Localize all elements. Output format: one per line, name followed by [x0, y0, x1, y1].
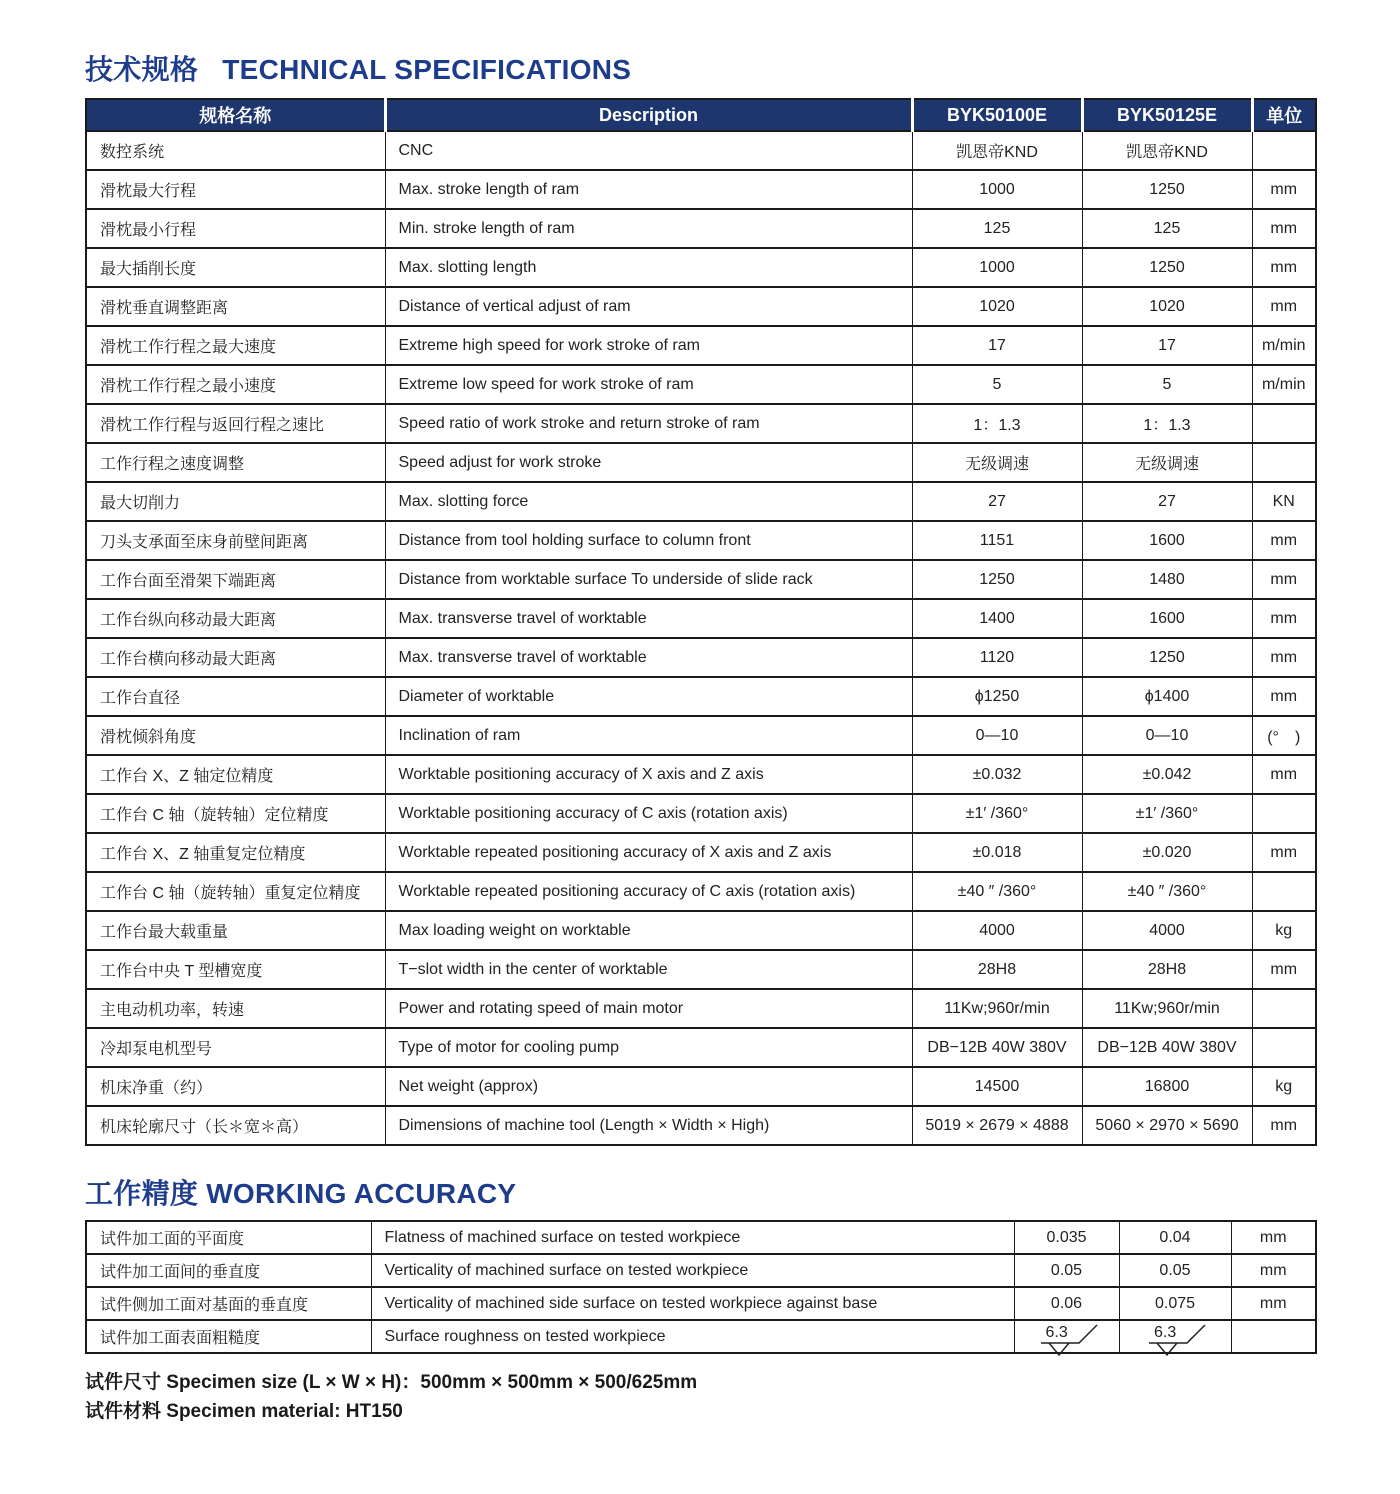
roughness-value: 6.3	[1045, 1323, 1068, 1341]
spec-desc-cell: Worktable repeated positioning accuracy of X axis and Z axis	[385, 833, 912, 872]
spec-name-cell: 最大切削力	[86, 482, 385, 521]
spec-name-cell: 工作台直径	[86, 677, 385, 716]
spec-name-cell: 试件加工面表面粗糙度	[86, 1320, 371, 1353]
spec-value-cell: 11Kw;960r/min	[1082, 989, 1252, 1028]
spec-unit-cell: mm	[1252, 677, 1316, 716]
spec-value-cell: 28H8	[912, 950, 1082, 989]
technical-specifications-title	[85, 48, 1315, 88]
spec-value-cell: 1600	[1082, 521, 1252, 560]
spec-name-cell: 刀头支承面至床身前壁间距离	[86, 521, 385, 560]
spec-name-cell: 滑枕垂直调整距离	[86, 287, 385, 326]
header-model-byk50100e: BYK50100E	[912, 99, 1082, 131]
table-row	[86, 1028, 1316, 1067]
spec-unit-cell: m/min	[1252, 365, 1316, 404]
working-accuracy-title	[85, 1172, 1315, 1212]
spec-value-cell: 125	[912, 209, 1082, 248]
spec-value-cell: ±0.042	[1082, 755, 1252, 794]
spec-name-cell: 冷却泵电机型号	[86, 1028, 385, 1067]
spec-value-cell: 27	[912, 482, 1082, 521]
spec-value-cell: 11Kw;960r/min	[912, 989, 1082, 1028]
spec-name-cell: 主电动机功率，转速	[86, 989, 385, 1028]
spec-desc-cell: Max. transverse travel of worktable	[385, 599, 912, 638]
spec-name-cell: 最大插削长度	[86, 248, 385, 287]
table-row	[86, 248, 1316, 287]
spec-value-cell: 1250	[1082, 170, 1252, 209]
spec-desc-cell: Max. stroke length of ram	[385, 170, 912, 209]
table-row	[86, 131, 1316, 170]
spec-unit-cell: mm	[1252, 950, 1316, 989]
spec-value-cell: DB−12B 40W 380V	[912, 1028, 1082, 1067]
spec-desc-cell: T−slot width in the center of worktable	[385, 950, 912, 989]
table-row	[86, 1287, 1316, 1320]
table-row	[86, 1254, 1316, 1287]
spec-unit-cell: mm	[1252, 248, 1316, 287]
spec-name-cell: 工作台中央 T 型槽宽度	[86, 950, 385, 989]
spec-value-cell: 0.05	[1119, 1254, 1231, 1287]
spec-desc-cell: CNC	[385, 131, 912, 170]
table-row	[86, 833, 1316, 872]
spec-desc-cell: Max. transverse travel of worktable	[385, 638, 912, 677]
spec-name-cell: 工作行程之速度调整	[86, 443, 385, 482]
table-row	[86, 287, 1316, 326]
spec-name-cell: 机床轮廓尺寸（长＊宽＊高）	[86, 1106, 385, 1145]
table-row	[86, 521, 1316, 560]
table-row	[86, 560, 1316, 599]
spec-value-cell: 17	[1082, 326, 1252, 365]
spec-desc-cell: Net weight (approx)	[385, 1067, 912, 1106]
spec-value-cell: 0—10	[912, 716, 1082, 755]
spec-desc-cell: Speed adjust for work stroke	[385, 443, 912, 482]
spec-name-cell: 滑枕最小行程	[86, 209, 385, 248]
spec-name-cell: 工作台面至滑架下端距离	[86, 560, 385, 599]
spec-value-cell	[1014, 1320, 1119, 1353]
spec-unit-cell	[1252, 872, 1316, 911]
spec-value-cell: 5019 × 2679 × 4888	[912, 1106, 1082, 1145]
specimen-material-note: 试件材料 Specimen material: HT150	[85, 1401, 403, 1423]
spec-value-cell: 凯恩帝KND	[1082, 131, 1252, 170]
table-row	[86, 794, 1316, 833]
spec-unit-cell: (° )	[1252, 716, 1316, 755]
table-row	[86, 950, 1316, 989]
spec-name-cell: 滑枕工作行程与返回行程之速比	[86, 404, 385, 443]
spec-value-cell: 0.035	[1014, 1221, 1119, 1254]
specs-title-zh: 技术规格	[85, 54, 199, 85]
table-row	[86, 1106, 1316, 1145]
table-row	[86, 209, 1316, 248]
spec-value-cell: ±0.032	[912, 755, 1082, 794]
spec-value-cell: ±40 ″ /360°	[912, 872, 1082, 911]
spec-value-cell: 28H8	[1082, 950, 1252, 989]
table-header-row	[86, 99, 1316, 131]
accuracy-title-zh: 工作精度	[85, 1178, 199, 1209]
spec-desc-cell: Dimensions of machine tool (Length × Width × High)	[385, 1106, 912, 1145]
table-row	[86, 872, 1316, 911]
spec-unit-cell: mm	[1252, 599, 1316, 638]
spec-name-cell: 试件加工面间的垂直度	[86, 1254, 371, 1287]
spec-desc-cell: Power and rotating speed of main motor	[385, 989, 912, 1028]
spec-value-cell: 125	[1082, 209, 1252, 248]
spec-unit-cell	[1252, 131, 1316, 170]
spec-value-cell: 1151	[912, 521, 1082, 560]
spec-value-cell: 1250	[912, 560, 1082, 599]
spec-unit-cell: mm	[1252, 209, 1316, 248]
header-model-byk50125e: BYK50125E	[1082, 99, 1252, 131]
table-row	[86, 638, 1316, 677]
spec-value-cell: 1120	[912, 638, 1082, 677]
spec-name-cell: 试件加工面的平面度	[86, 1221, 371, 1254]
spec-value-cell: 1000	[912, 170, 1082, 209]
spec-value-cell: 无级调速	[912, 443, 1082, 482]
header-spec-name: 规格名称	[86, 99, 385, 131]
table-row	[86, 677, 1316, 716]
spec-value-cell: 1：1.3	[1082, 404, 1252, 443]
table-row	[86, 365, 1316, 404]
spec-value-cell: 27	[1082, 482, 1252, 521]
spec-unit-cell	[1252, 794, 1316, 833]
spec-name-cell: 滑枕最大行程	[86, 170, 385, 209]
spec-name-cell: 工作台 X、Z 轴定位精度	[86, 755, 385, 794]
spec-unit-cell	[1252, 443, 1316, 482]
spec-unit-cell: mm	[1252, 521, 1316, 560]
spec-unit-cell: mm	[1252, 170, 1316, 209]
spec-value-cell	[1119, 1320, 1231, 1353]
table-row	[86, 1221, 1316, 1254]
table-row	[86, 443, 1316, 482]
table-row	[86, 716, 1316, 755]
spec-value-cell: 1000	[912, 248, 1082, 287]
spec-name-cell: 试件侧加工面对基面的垂直度	[86, 1287, 371, 1320]
spec-name-cell: 工作台 X、Z 轴重复定位精度	[86, 833, 385, 872]
spec-unit-cell: mm	[1231, 1287, 1316, 1320]
working-accuracy-table	[85, 1220, 1317, 1354]
spec-value-cell: DB−12B 40W 380V	[1082, 1028, 1252, 1067]
spec-name-cell: 机床净重（约）	[86, 1067, 385, 1106]
accuracy-title-en: WORKING ACCURACY	[206, 1178, 517, 1209]
table-row	[86, 404, 1316, 443]
spec-desc-cell: Inclination of ram	[385, 716, 912, 755]
spec-value-cell: ±0.018	[912, 833, 1082, 872]
spec-name-cell: 工作台最大载重量	[86, 911, 385, 950]
spec-value-cell: 5	[1082, 365, 1252, 404]
table-row	[86, 599, 1316, 638]
spec-desc-cell: Distance of vertical adjust of ram	[385, 287, 912, 326]
spec-value-cell: 1400	[912, 599, 1082, 638]
spec-desc-cell: Max. slotting force	[385, 482, 912, 521]
spec-value-cell: 无级调速	[1082, 443, 1252, 482]
spec-unit-cell	[1231, 1320, 1316, 1353]
spec-value-cell: 1600	[1082, 599, 1252, 638]
spec-unit-cell	[1252, 1028, 1316, 1067]
spec-unit-cell: mm	[1252, 287, 1316, 326]
spec-desc-cell: Max loading weight on worktable	[385, 911, 912, 950]
spec-unit-cell: kg	[1252, 911, 1316, 950]
spec-name-cell: 工作台横向移动最大距离	[86, 638, 385, 677]
spec-unit-cell: kg	[1252, 1067, 1316, 1106]
spec-name-cell: 工作台 C 轴（旋转轴）定位精度	[86, 794, 385, 833]
specs-title-en: TECHNICAL SPECIFICATIONS	[222, 54, 632, 85]
table-row	[86, 911, 1316, 950]
spec-value-cell: 0.075	[1119, 1287, 1231, 1320]
spec-desc-cell: Distance from tool holding surface to column front	[385, 521, 912, 560]
spec-value-cell: 1020	[1082, 287, 1252, 326]
spec-unit-cell: m/min	[1252, 326, 1316, 365]
spec-name-cell: 工作台 C 轴（旋转轴）重复定位精度	[86, 872, 385, 911]
spec-unit-cell	[1252, 404, 1316, 443]
spec-desc-cell: Worktable positioning accuracy of X axis and Z axis	[385, 755, 912, 794]
spec-value-cell: 1：1.3	[912, 404, 1082, 443]
spec-name-cell: 数控系统	[86, 131, 385, 170]
spec-desc-cell: Max. slotting length	[385, 248, 912, 287]
spec-unit-cell: mm	[1252, 833, 1316, 872]
spec-value-cell: 16800	[1082, 1067, 1252, 1106]
table-row	[86, 1320, 1316, 1353]
spec-desc-cell: Extreme low speed for work stroke of ram	[385, 365, 912, 404]
spec-value-cell: 4000	[1082, 911, 1252, 950]
surface-roughness-symbol	[1035, 1322, 1099, 1352]
spec-desc-cell: Verticality of machined surface on tested workpiece	[371, 1254, 1014, 1287]
spec-desc-cell: Verticality of machined side surface on tested workpiece against base	[371, 1287, 1014, 1320]
header-description: Description	[385, 99, 912, 131]
spec-unit-cell: mm	[1252, 755, 1316, 794]
specimen-size-note: 试件尺寸 Specimen size (L × W × H)：500mm × 500mm × 500/625mm	[85, 1372, 698, 1393]
spec-desc-cell: Speed ratio of work stroke and return stroke of ram	[385, 404, 912, 443]
spec-value-cell: 14500	[912, 1067, 1082, 1106]
spec-value-cell: ±1′ /360°	[1082, 794, 1252, 833]
spec-value-cell: ϕ1250	[912, 677, 1082, 716]
spec-value-cell: ±0.020	[1082, 833, 1252, 872]
table-row	[86, 989, 1316, 1028]
spec-value-cell: 0.04	[1119, 1221, 1231, 1254]
spec-value-cell: 5060 × 2970 × 5690	[1082, 1106, 1252, 1145]
spec-value-cell: 0.06	[1014, 1287, 1119, 1320]
spec-desc-cell: Type of motor for cooling pump	[385, 1028, 912, 1067]
technical-specifications-table	[85, 98, 1317, 1146]
header-unit: 单位	[1252, 99, 1316, 131]
roughness-value: 6.3	[1154, 1323, 1177, 1341]
spec-value-cell: 0—10	[1082, 716, 1252, 755]
spec-unit-cell: mm	[1252, 1106, 1316, 1145]
spec-value-cell: 17	[912, 326, 1082, 365]
spec-desc-cell: Flatness of machined surface on tested workpiece	[371, 1221, 1014, 1254]
spec-value-cell: 5	[912, 365, 1082, 404]
spec-desc-cell: Worktable repeated positioning accuracy of C axis (rotation axis)	[385, 872, 912, 911]
spec-value-cell: 凯恩帝KND	[912, 131, 1082, 170]
spec-value-cell: 1480	[1082, 560, 1252, 599]
spec-value-cell: 1250	[1082, 248, 1252, 287]
spec-value-cell: ±1′ /360°	[912, 794, 1082, 833]
spec-desc-cell: Extreme high speed for work stroke of ram	[385, 326, 912, 365]
table-row	[86, 755, 1316, 794]
spec-value-cell: 4000	[912, 911, 1082, 950]
table-row	[86, 326, 1316, 365]
spec-desc-cell: Min. stroke length of ram	[385, 209, 912, 248]
specimen-notes	[85, 1368, 1315, 1427]
table-row	[86, 1067, 1316, 1106]
spec-unit-cell: mm	[1231, 1221, 1316, 1254]
spec-value-cell: 0.05	[1014, 1254, 1119, 1287]
spec-name-cell: 工作台纵向移动最大距离	[86, 599, 385, 638]
spec-value-cell: 1020	[912, 287, 1082, 326]
spec-name-cell: 滑枕倾斜角度	[86, 716, 385, 755]
surface-roughness-symbol	[1143, 1322, 1207, 1352]
spec-desc-cell: Worktable positioning accuracy of C axis (rotation axis)	[385, 794, 912, 833]
table-row	[86, 482, 1316, 521]
spec-desc-cell: Diameter of worktable	[385, 677, 912, 716]
spec-unit-cell: mm	[1231, 1254, 1316, 1287]
spec-value-cell: ±40 ″ /360°	[1082, 872, 1252, 911]
spec-value-cell: 1250	[1082, 638, 1252, 677]
spec-desc-cell: Distance from worktable surface To underside of slide rack	[385, 560, 912, 599]
spec-desc-cell: Surface roughness on tested workpiece	[371, 1320, 1014, 1353]
spec-unit-cell: KN	[1252, 482, 1316, 521]
spec-unit-cell: mm	[1252, 560, 1316, 599]
spec-unit-cell	[1252, 989, 1316, 1028]
spec-unit-cell: mm	[1252, 638, 1316, 677]
table-row	[86, 170, 1316, 209]
spec-name-cell: 滑枕工作行程之最大速度	[86, 326, 385, 365]
spec-value-cell: ϕ1400	[1082, 677, 1252, 716]
spec-name-cell: 滑枕工作行程之最小速度	[86, 365, 385, 404]
